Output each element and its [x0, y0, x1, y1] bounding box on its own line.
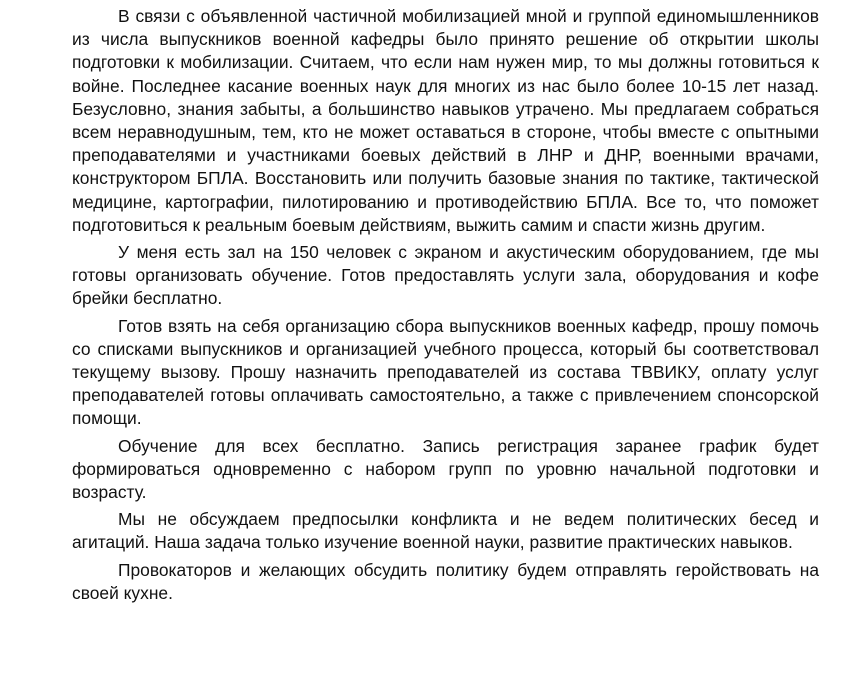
paragraph-organization-request: Готов взять на себя организацию сбора выпускников военных кафедр, прошу помочь со списками выпускников и организацией учебного процесса, который бы соответствовал текущему вызову. Прошу назначить преподавателей из состава ТВВИКУ, оплату услуг преподавателей готовы оплачивать самостоятельно, а также с привлечением спонсорской помощи.: [72, 315, 819, 429]
paragraph-free-training: Обучение для всех бесплатно. Запись регистрация заранее график будет формироваться одновременно с набором групп по уровню начальной подготовки и возрасту.: [72, 435, 819, 503]
paragraph-mobilization-school: В связи с объявленной частичной мобилизацией мной и группой единомышленников из числа выпускников военной кафедры было принято решение об открытии школы подготовки к мобилизации. Считаем, что если нам нужен мир, то мы должны готовиться к войне. Последнее касание военных наук для многих из нас было более 10-15 лет назад. Безусловно, знания забыты, а большинство навыков утрачено. Мы предлагаем собраться всем неравнодушным, тем, кто не может оставаться в стороне, чтобы вместе с опытными преподавателями и участниками боевых действий в ЛНР и ДНР, военными врачами, конструктором БПЛА. Восстановить или получить базовые знания по тактике, тактической медицине, картографии, пилотированию и противодействию БПЛА. Все то, что поможет подготовиться к реальным боевым действиям, выжить самим и спасти жизнь другим.: [72, 6, 819, 235]
paragraph-hall-offer: У меня есть зал на 150 человек с экраном и акустическим оборудованием, где мы готовы организовать обучение. Готов предоставлять услуги зала, оборудования и кофе брейки бесплатно.: [72, 242, 819, 309]
paragraph-provocateurs: Провокаторов и желающих обсудить политику будем отправлять геройствовать на своей кухне.: [72, 559, 819, 603]
paragraph-no-politics: Мы не обсуждаем предпосылки конфликта и не ведем политических бесед и агитаций. Наша задача только изучение военной науки, развитие практических навыков.: [72, 509, 819, 553]
document-body: [72, 5, 819, 609]
